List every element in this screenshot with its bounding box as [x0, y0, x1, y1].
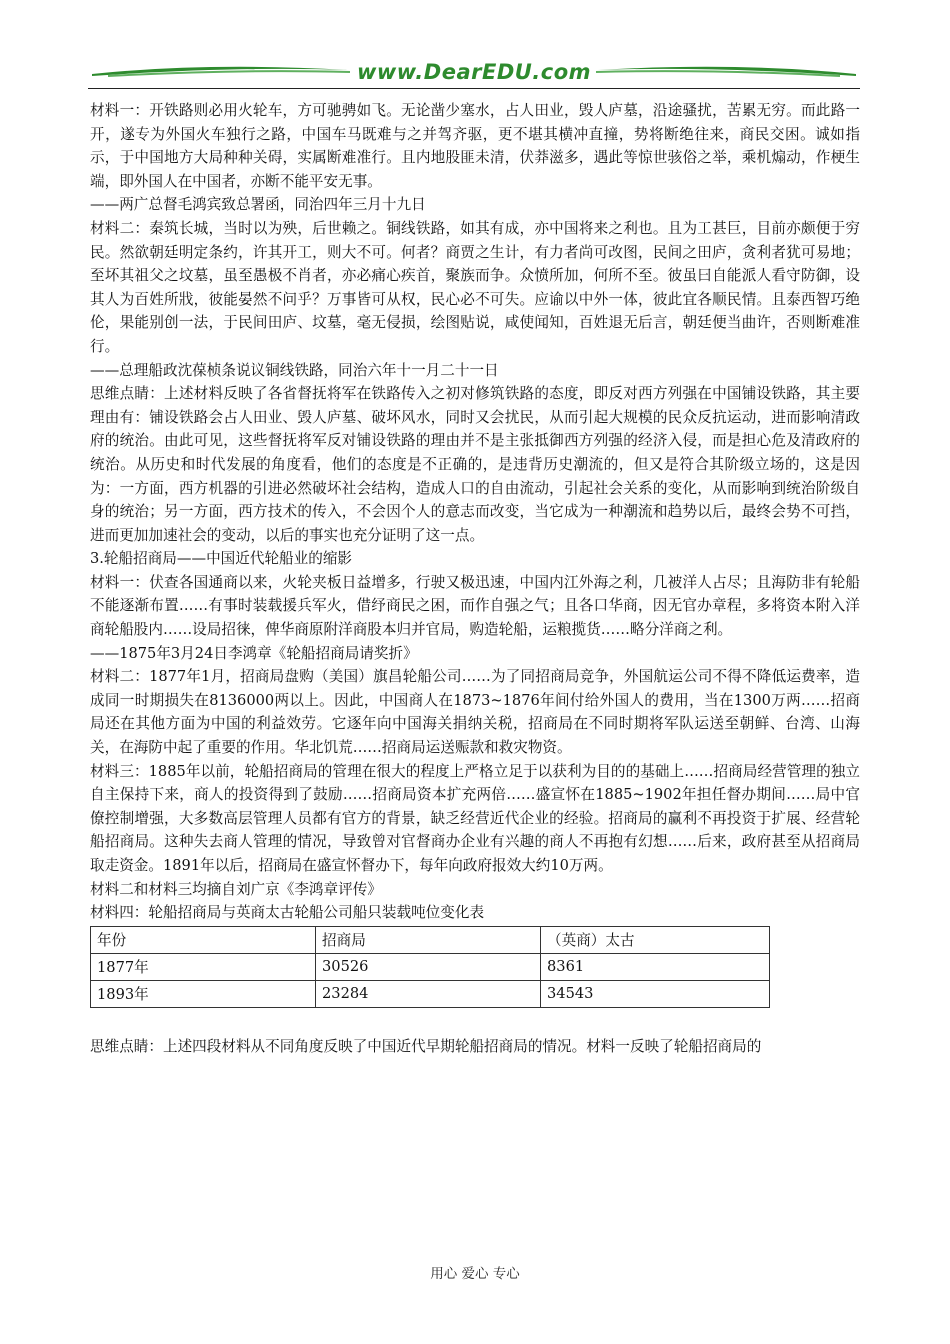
table-row: [91, 980, 770, 1007]
page-footer: 用心 爱心 专心: [430, 1266, 520, 1282]
table-cell: 23284: [316, 980, 541, 1007]
table-cell: 1893年: [91, 980, 316, 1007]
source-shen-baozhen: ——总理船政沈葆桢条说议铜线铁路，同治六年十一月二十一日: [90, 361, 499, 379]
table-header-cell: 招商局: [316, 926, 541, 953]
tonnage-table: [90, 926, 770, 1008]
table-cell: 34543: [541, 980, 770, 1007]
table-cell: 30526: [316, 953, 541, 980]
material-4-caption: 材料四：轮船招商局与英商太古轮船公司船只装载吨位变化表: [90, 904, 485, 922]
table-header-cell: 年份: [91, 926, 316, 953]
material-1-shipping: 材料一：伏查各国通商以来，火轮夹板日益增多，行驶又极迅速，中国内江外海之利，几被洋人占尽；且海防非有轮船不能逐渐布置……有事时装载援兵军火，借纾商民之困，而作自强之气；且各口华商，因无官办章程，多将资本附入洋商轮船股内……设局招徕，俾华商原附洋商股本归并官局，购造轮船，运粮揽货……略分洋商之利。: [90, 573, 860, 639]
header-rule: [88, 88, 860, 89]
analysis-railway: 思维点睛：上述材料反映了各省督抚将军在铁路传入之初对修筑铁路的态度，即反对西方列强在中国铺设铁路，其主要理由有：铺设铁路会占人田业、毁人庐墓、破坏风水，同时又会扰民，从而引起大规模的民众反抗运动，进而影响清政府的统治。由此可见，这些督抚将军反对铺设铁路的理由并不是主张抵御西方列强的经济入侵，而是担心危及清政府的统治。从历史和时代发展的角度看，他们的态度是不正确的，是违背历史潮流的，但又是符合其阶级立场的，这是因为：一方面，西方机器的引进必然破坏社会结构，造成人口的自由流动，引起社会关系的变化，从而影响到统治阶级自身的统治；另一方面，西方技术的传入，不会因个人的意志而改变，当它成为一种潮流和趋势以后，最终会势不可挡，进而更加加速社会的变动，以后的事实也充分证明了这一点。: [90, 385, 860, 544]
material-3-shipping: 材料三：1885年以前，轮船招商局的管理在很大的程度上严格立足于以获利为目的的基础上……招商局经营管理的独立自主保持下来，商人的投资得到了鼓励……招商局资本扩充两倍……盛宣怀在1885~1902年担任督办期间……局中官僚控制增强，大多数高层管理人员都有官方的背景，缺乏经营近代企业的经验。招商局的赢利不再投资于扩展、经营轮船招商局。这种失去商人管理的情况，导致曾对官督商办企业有兴趣的商人不再抱有幻想……后来，政府甚至从招商局取走资金。1891年以后，招商局在盛宣怀督办下，每年向政府报效大约10万两。: [90, 762, 860, 874]
table-cell: 1877年: [91, 953, 316, 980]
document-body: [90, 99, 860, 1058]
table-cell: 8361: [541, 953, 770, 980]
material-2-railway: 材料二：秦筑长城，当时以为殃，后世赖之。铜线铁路，如其有成，亦中国将来之利也。且为工甚巨，目前亦颇便于穷民。然欲朝廷明定条约，许其开工，则大不可。何者？商贾之生计，有力者尚可改图，民间之田庐，贪利者犹可易地；至坏其祖父之坟墓，虽至愚极不肖者，亦必痛心疾首，聚族而争。众愤所加，何所不至。彼虽曰自能派人看守防御，设其人为百姓所戕，彼能晏然不问乎？万事皆可从权，民心必不可失。应谕以中外一体，彼此宜各顺民情。且泰西智巧绝伦，果能别创一法，于民间田庐、坟墓，毫无侵损，绘图贴说，咸使闻知，百姓退无后言，朝廷便当曲许，否则断难准行。: [90, 219, 860, 355]
material-2-shipping: 材料二：1877年1月，招商局盘购（美国）旗昌轮船公司……为了同招商局竞争，外国航运公司不得不降低运费率，造成同一时期损失在8136000两以上。因此，中国商人在1873~1876年间付给外国人的费用，当在1300万两……招商局还在其他方面为中国的利益效劳。它逐年向中国海关捐纳关税，招商局在不同时期将军队运送至朝鲜、台湾、山海关，在海防中起了重要的作用。华北饥荒……招商局运送赈款和救灾物资。: [90, 668, 860, 757]
analysis-shipping: 思维点睛：上述四段材料从不同角度反映了中国近代早期轮船招商局的情况。材料一反映了轮船招商局的: [90, 1037, 762, 1055]
site-logo-text[interactable]: www.DearEDU.com: [356, 60, 592, 84]
source-mao-hongbin: ——两广总督毛鸿宾致总署函，同治四年三月十九日: [90, 196, 426, 214]
material-1-railway: 材料一：开铁路则必用火轮车，方可驰骋如飞。无论凿少塞水，占人田业，毁人庐墓，沿途骚扰，苦累无穷。而此路一开，遂专为外国火车独行之路，中国车马既难与之并驾齐驱，更不堪其横冲直撞，势将断绝往来，商民交困。诚如指示，于中国地方大局种种关碍，实属断难准行。且内地股匪未清，伏莽滋多，遇此等惊世骇俗之举，乘机煽动，作梗生端，即外国人在中国者，亦断不能平安无事。: [90, 102, 860, 190]
section-heading-3: 3.轮船招商局——中国近代轮船业的缩影: [90, 550, 353, 568]
source-liu-guangjing: 材料二和材料三均摘自刘广京《李鸿章评传》: [90, 880, 382, 898]
site-header: [88, 52, 860, 92]
table-header-row: [91, 926, 770, 953]
table-row: [91, 953, 770, 980]
source-li-hongzhang: ——1875年3月24日李鸿章《轮船招商局请奖折》: [90, 644, 418, 662]
spacer: [90, 1008, 860, 1035]
table-header-cell: （英商）太古: [541, 926, 770, 953]
